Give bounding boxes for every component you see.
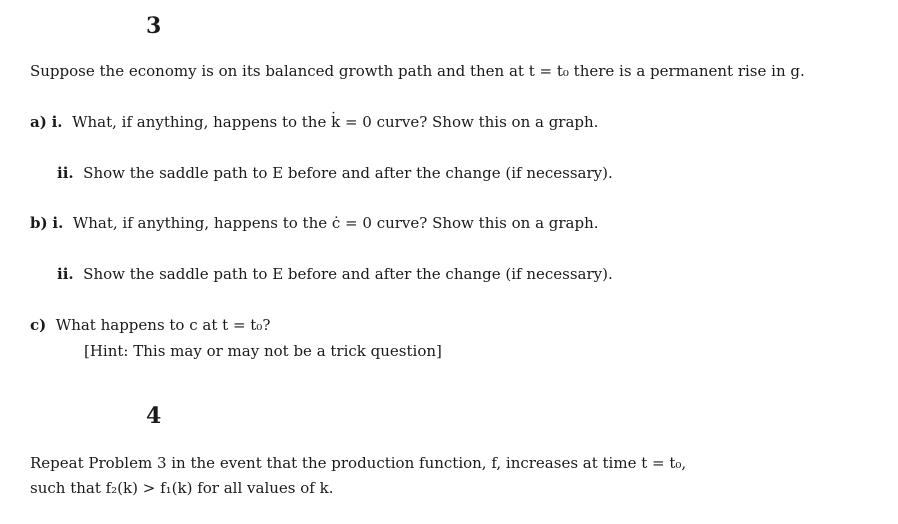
part-a-label: a): [30, 113, 47, 131]
part-a-ii: [57, 163, 613, 183]
part-c-label: c): [30, 316, 47, 334]
problem-4-line-1: Repeat Problem 3 in the event that the production function, f, increases at time t = t₀,: [30, 454, 687, 472]
part-b-label: b): [30, 214, 48, 232]
part-a-i-label: i.: [51, 113, 63, 131]
part-c-text: What happens to c at t = t₀?: [55, 316, 271, 334]
part-b-i-label: i.: [52, 214, 64, 232]
part-b-ii-label: ii.: [57, 265, 74, 283]
part-a-ii-label: ii.: [57, 164, 74, 182]
part-b-ii-text: Show the saddle path to E before and after the change (if necessary).: [83, 265, 613, 283]
part-c: [30, 315, 270, 335]
part-a-i-text: What, if anything, happens to the k̇ = 0 curve? Show this on a graph.: [72, 113, 599, 131]
problem-4-line-2: such that f₂(k) > f₁(k) for all values of k.: [30, 479, 334, 497]
part-b-i: [30, 213, 599, 233]
problem-3-number: 3: [146, 13, 162, 39]
part-c-hint: [Hint: This may or may not be a trick question]: [84, 342, 442, 360]
part-a-ii-text: Show the saddle path to E before and after the change (if necessary).: [83, 164, 613, 182]
problem-3-intro: Suppose the economy is on its balanced growth path and then at t = t₀ there is a permanent rise in g.: [30, 62, 805, 80]
part-a-i: [30, 112, 598, 132]
problem-4-number: 4: [146, 403, 162, 429]
part-b-ii: [57, 264, 613, 284]
part-b-i-text: What, if anything, happens to the ċ = 0 curve? Show this on a graph.: [72, 214, 599, 232]
